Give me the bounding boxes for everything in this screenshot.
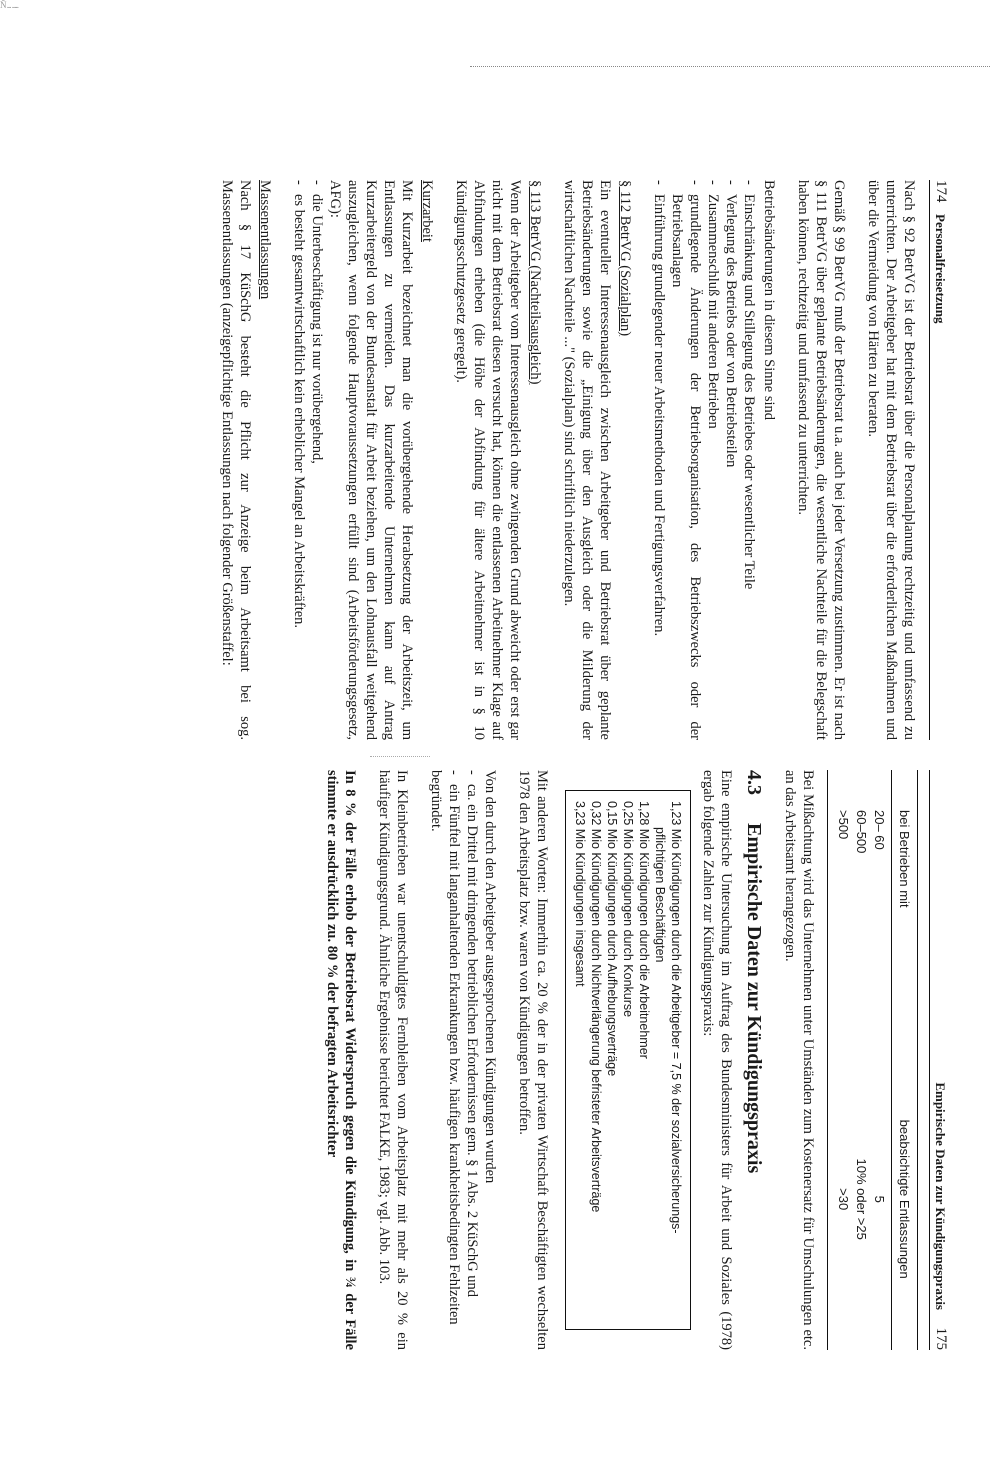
page-header <box>929 180 952 740</box>
table-cell: >30 <box>836 1188 851 1211</box>
scan-artifact: Ñ ... ..... <box>0 0 18 10</box>
list-item: - Verlegung des Betriebs oder von Betriebsteilen <box>722 180 740 740</box>
section-title: Empirische Daten zur Kündigungspraxis <box>743 823 765 1174</box>
table-row <box>834 770 852 1350</box>
list-betriebsaenderungen <box>650 180 758 740</box>
page-header <box>929 770 952 1350</box>
paragraph-intro: Betriebsänderungen in diesem Sinne sind <box>761 180 777 421</box>
list-kuendigungsgruende <box>445 770 481 1350</box>
section-number: 4.3 <box>743 770 765 795</box>
list-item: - es besteht gesamtwirtschaftlich kein erheblicher Mangel an Arbeitskräften. <box>290 180 308 740</box>
stat-line: 1,28 Mio Kündigungen durch die Arbeitnehmer <box>637 801 651 1059</box>
paragraph-massenentlassungen: Nach § 17 KüSchG besteht die Pflicht zur Anzeige beim Arbeitsamt bei sog. Massenentlassungen (anzeigepflichtige Entlassungen nach folgender Größenstaffel: <box>219 180 253 740</box>
stat-line: 0,25 Mio Kündigungen durch Konkurse <box>621 801 635 1018</box>
paragraph-von-den: Von den durch den Arbeitgeber ausgesprochenen Kündigungen wurden <box>482 770 498 1184</box>
heading-massenentlassungen: Massenentlassungen <box>257 180 273 300</box>
table-row <box>852 770 870 1350</box>
section-heading <box>745 770 763 1350</box>
list-item: - ca. ein Drittel mit dringenden betrieblichen Erfordernissen gem. § 1 Abs. 2 KüSchG und <box>463 770 481 1350</box>
heading-113: § 113 BetrVG (Nachteilsausgleich) <box>527 180 543 385</box>
paragraph-113: Wenn der Arbeitgeber vom Interessenausgleich ohne zwingenden Grund abweicht oder erst gar nicht mit dem Betriebsrat diesen versucht hat, können die entlassenen Arbeitnehmer Klage auf Abfindungen erheben (die Höhe der Abfindung für ältere Arbeitnehmer ist in § 10 Kündigungsschutzgesetz geregelt). <box>453 180 523 740</box>
stat-line: 1,23 Mio Kündigungen durch die Arbeitgeber = 7,5 % der sozialversicherungs- <box>669 801 683 1234</box>
page-body <box>307 770 918 1350</box>
table-cell: 10% oder >25 <box>854 1158 869 1240</box>
list-item: - die Unterbeschäftigung ist nur vorübergehend, <box>308 180 326 740</box>
paragraph-betrvg-99: Gemäß § 99 BetrVG muß der Betriebsrat u.a. auch bei jeder Versetzung zustimmen. Er ist nach § 111 BetrVG über geplante Betriebsänderungen, die wesentliche Nachteile für die Belegschaft haben können, rechtzeitig und umfassend zu unterrichten. <box>795 180 847 740</box>
list-item: - Einführung grundlegender neuer Arbeitsmethoden und Fertigungsverfahren. <box>650 180 668 740</box>
table-cell: 20– 60 <box>872 810 887 850</box>
paragraph-mit-anderen-worten: Mit anderen Worten: Immerhin ca. 20 % der in der privaten Wirtschaft Beschäftigten wechselten 1978 den Arbeitsplatz bzw. waren von Kündigungen betroffen. <box>516 770 550 1350</box>
table-cell: 5 <box>872 1195 887 1203</box>
heading-112: § 112 BetrVG (Sozialplan) <box>617 180 633 337</box>
statistics-box <box>565 790 691 1330</box>
table-cell: 60–500 <box>854 810 869 854</box>
stat-line-total: 3,23 Mio Kündigungen insgesamt <box>573 801 587 987</box>
running-head: Empirische Daten zur Kündigungspraxis <box>933 1082 948 1310</box>
page-174 <box>0 180 1000 740</box>
paragraph-betrvg-92: Nach § 92 BetrVG ist der Betriebsrat über die Personalplanung rechtzeitig und umfassend zu unterrichten. Der Arbeitgeber hat mit dem Betriebsrat über die erforderlichen Maßnahmen und über die Vermeidung von Härten zu beraten. <box>865 180 917 740</box>
page-body <box>202 180 918 740</box>
table-row <box>870 770 888 1350</box>
page-175 <box>0 770 1000 1350</box>
paragraph-intro: Eine empirische Untersuchung im Auftrag des Bundesministers für Arbeit und Soziales (1978) ergab folgende Zahlen zur Kündigungspraxis: <box>700 770 734 1350</box>
list-item: - ein Fünftel mit langanhaltenden Erkrankungen bzw. häufigen krankheitsbedingten Fehlzeiten <box>445 770 463 1350</box>
page-number: 174 <box>933 180 949 203</box>
list-item: - Einschränkung und Stillegung des Betriebes oder wesentlicher Teile <box>740 180 758 740</box>
paragraph-112: Ein eventueller Interessenausgleich zwischen Arbeitgeber und Betriebsrat über geplante Betriebsänderungen sowie die „Einigung über den Ausgleich oder die Milderung der wirtschaftlichen Nachteile ..." (Sozialplan) sind schriftlich niederzulegen. <box>561 180 613 740</box>
paragraph-kleinbetriebe: In Kleinbetrieben war unentschuldigtes Fernbleiben vom Arbeitsplatz mit mehr als 20 % ein häufiger Kündigungsgrund. Ähnliche Ergebnisse berichtet FALKE, 1983; vgl. Abb. 103. <box>376 770 410 1350</box>
table-cell: >500 <box>836 810 851 840</box>
list-item: - Zusammenschluß mit anderen Betrieben <box>704 180 722 740</box>
stat-line: 0,32 Mio Kündigungen durch Nichtverlängerung befristeter Arbeitsverträge <box>589 801 603 1213</box>
table-header: bei Betrieben mit <box>897 810 912 908</box>
stat-line: 0,15 Mio Kündigungen durch Aufhebungsverträge <box>605 801 619 1077</box>
paragraph-widerspruch: In 8 % der Fälle erhob der Betriebsrat Widerspruch gegen die Kündigung, in ¾ der Fälle stimmte er ausdrücklich zu. 80 % der befragten Arbeitsrichter <box>324 770 358 1350</box>
list-item: - grundlegende Änderungen der Betriebsorganisation, des Betriebszwecks oder der Betriebsanlagen <box>668 180 704 740</box>
stat-line: pflichtigen Beschäftigten <box>653 827 667 963</box>
heading-kurzarbeit: Kurzarbeit <box>419 180 435 242</box>
page-number: 175 <box>933 1327 949 1350</box>
table-header: beabsichtigte Entlassungen <box>897 1119 912 1279</box>
table-header-row <box>891 770 913 1350</box>
running-head: Personalfreisetzung <box>933 214 948 324</box>
paragraph-kurzarbeit: Mit Kurzarbeit bezeichnet man die vorübergehende Herabsetzung der Arbeitszeit, um Entlassungen zu vermeiden. Das kurzarbeitende Unternehmen kann auf Antrag Kurzarbeitergeld von der Bundesanstalt für Arbeit beziehen, um den Lohnausfall weitgehend auszugleichen, wenn folgende Hauptvoraussetzungen erfüllt sind (Arbeitsförderungsgesetz, AFG): <box>327 180 415 740</box>
paragraph-begruendet: begründet. <box>428 770 444 832</box>
groessenstaffel-table <box>827 770 918 1350</box>
list-voraussetzungen <box>290 180 326 740</box>
paragraph-missachtung: Bei Mißachtung wird das Unternehmen unter Umständen zum Kostenersatz für Umschulungen etc. an das Arbeitsamt herangezogen. <box>782 770 816 1350</box>
